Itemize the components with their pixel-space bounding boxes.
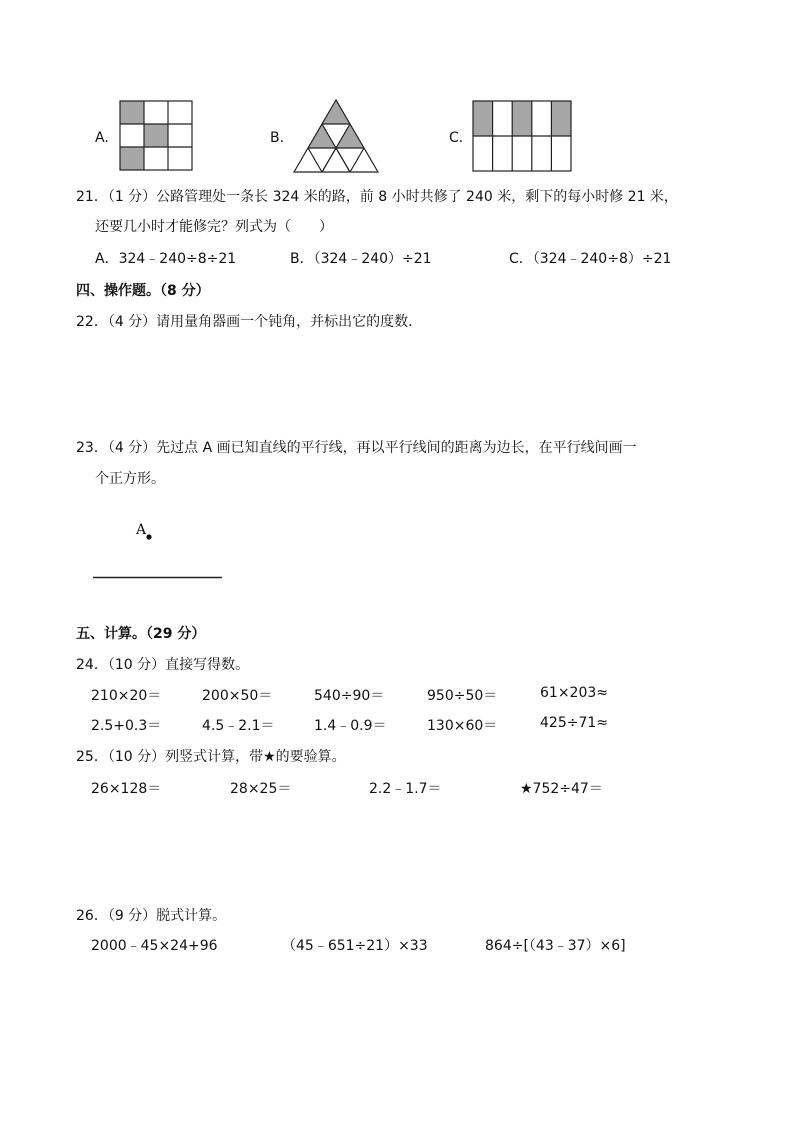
q26-item-2: （45﹣651÷21）×33 bbox=[282, 938, 428, 954]
q26-item-1: 2000﹣45×24+96 bbox=[91, 938, 218, 954]
grid-3x3-figure bbox=[120, 101, 192, 170]
q25-title: 25．（10 分）列竖式计算，带★的要验算。 bbox=[76, 749, 346, 765]
q21-line2: 还要几小时才能修完？列式为（ ） bbox=[95, 219, 333, 235]
q24-r1-c2: 200×50＝ bbox=[202, 688, 273, 704]
section-4-title: 四、操作题。（8 分） bbox=[76, 283, 210, 299]
strip-grid-figure bbox=[473, 101, 571, 171]
q25-item-4: ★752÷47＝ bbox=[520, 781, 603, 797]
q26-item-3: 864÷[（43﹣37）×6] bbox=[485, 938, 626, 954]
q23-line1: 23．（4 分）先过点 A 画已知直线的平行线，再以平行线间的距离为边长，在平行线间画一 bbox=[76, 440, 637, 456]
q22-text: 22．（4 分）请用量角器画一个钝角，并标出它的度数． bbox=[76, 314, 423, 330]
point-a-label: A bbox=[136, 522, 147, 538]
q25-item-1: 26×128＝ bbox=[91, 781, 162, 797]
q25-item-3: 2.2﹣1.7＝ bbox=[369, 781, 442, 797]
q24-r2-c3: 1.4﹣0.9＝ bbox=[314, 718, 387, 734]
q24-r2-c4: 130×60＝ bbox=[427, 718, 498, 734]
option-c-label: C. bbox=[449, 130, 464, 146]
triangle-grid-figure bbox=[294, 100, 378, 172]
point-a-dot bbox=[145, 533, 153, 541]
q23-line2: 个正方形。 bbox=[95, 471, 165, 487]
option-a-label: A. bbox=[95, 130, 109, 146]
q21-option-a: A．324﹣240÷8÷21 bbox=[95, 251, 237, 267]
q24-title: 24．（10 分）直接写得数。 bbox=[76, 657, 250, 673]
q21-option-b: B．（324﹣240）÷21 bbox=[290, 251, 432, 267]
q25-item-2: 28×25＝ bbox=[230, 781, 292, 797]
q24-r2-c5: 425÷71≈ bbox=[540, 715, 608, 731]
q24-r1-c5: 61×203≈ bbox=[540, 685, 608, 701]
q26-title: 26．（9 分）脱式计算。 bbox=[76, 908, 227, 924]
given-line bbox=[93, 576, 223, 579]
q24-r1-c3: 540÷90＝ bbox=[314, 688, 385, 704]
q24-r1-c4: 950÷50＝ bbox=[427, 688, 498, 704]
q24-r2-c2: 4.5﹣2.1＝ bbox=[202, 718, 275, 734]
section-5-title: 五、计算。（29 分） bbox=[76, 626, 206, 642]
q24-r2-c1: 2.5+0.3＝ bbox=[91, 718, 162, 734]
q21-line1: 21．（1 分）公路管理处一条长 324 米的路，前 8 小时共修了 240 米，剩下的每小时修 21 米， bbox=[76, 189, 678, 205]
q21-option-c: C．（324﹣240÷8）÷21 bbox=[509, 251, 672, 267]
option-b-label: B. bbox=[270, 130, 285, 146]
q24-r1-c1: 210×20＝ bbox=[91, 688, 162, 704]
